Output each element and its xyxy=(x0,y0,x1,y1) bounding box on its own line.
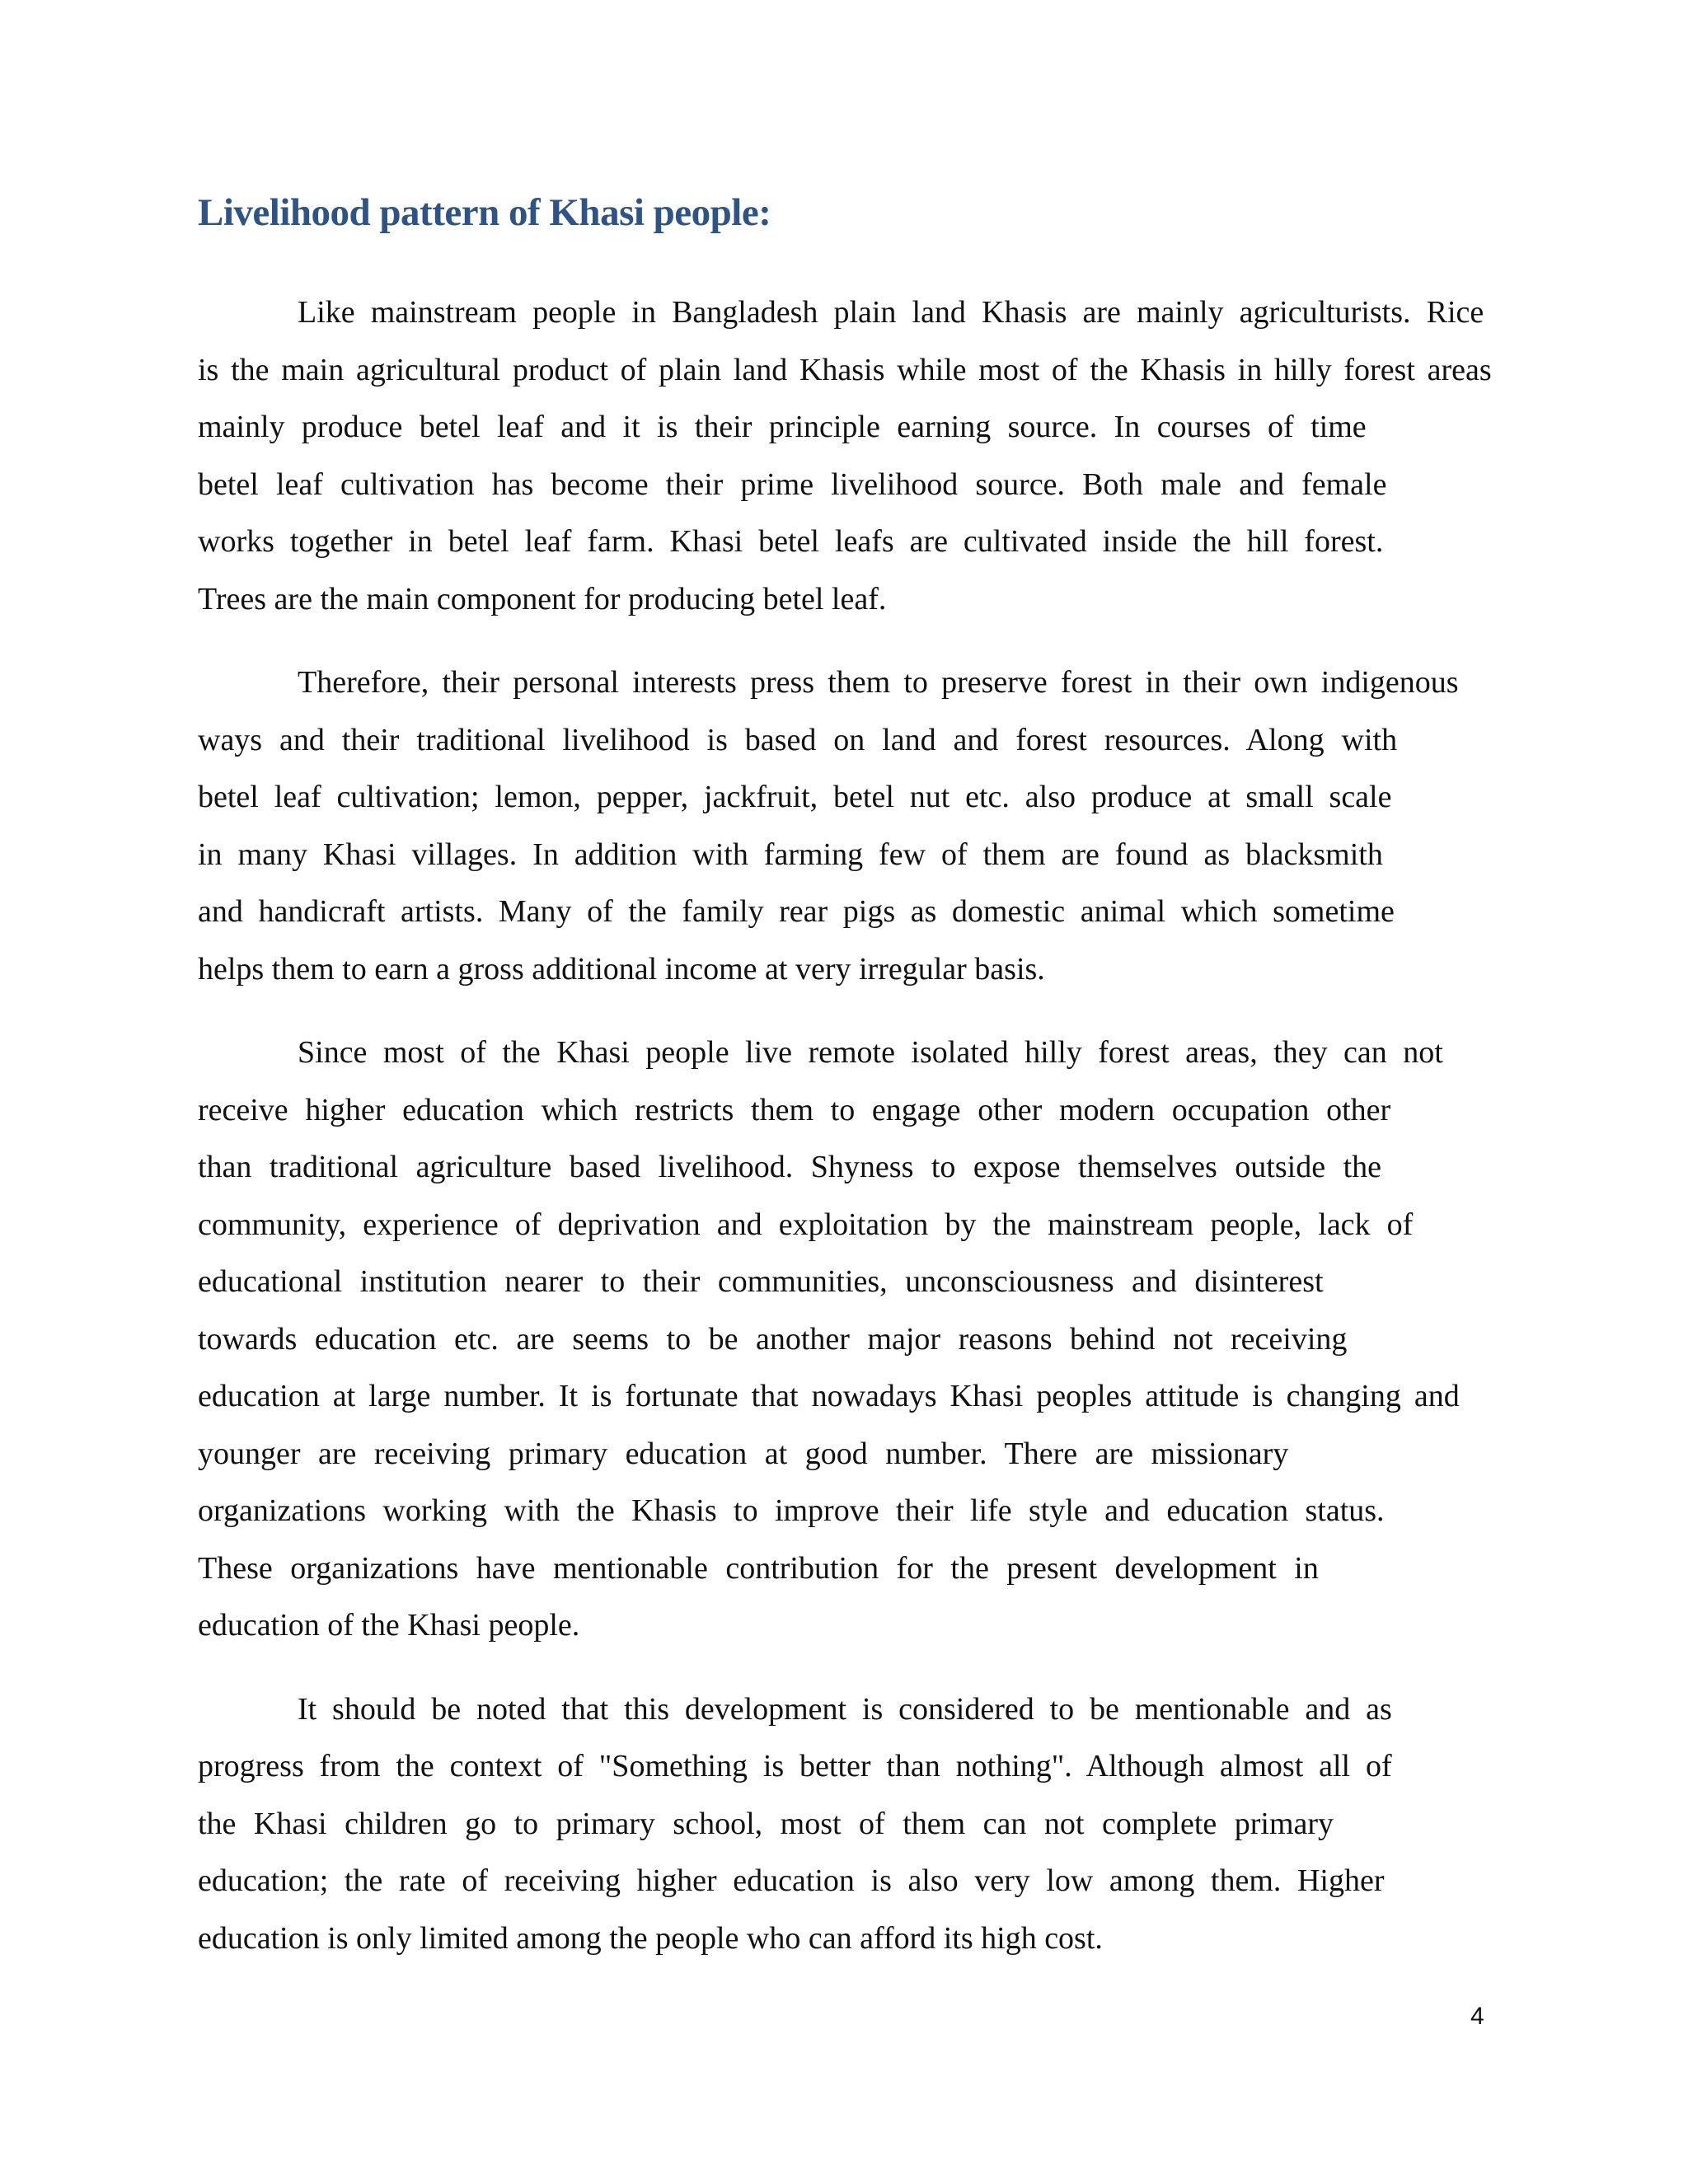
body-text xyxy=(198,284,1492,1994)
paragraph-line: and handicraft artists. Many of the family rear pigs as domestic animal which sometime xyxy=(198,894,1395,929)
paragraph-line: education at large number. It is fortunate that nowadays Khasi peoples attitude is changing and xyxy=(198,1379,1460,1413)
paragraph-line: ways and their traditional livelihood is based on land and forest resources. Along with xyxy=(198,722,1398,757)
paragraph-line: education; the rate of receiving higher education is also very low among them. Higher xyxy=(198,1863,1385,1898)
paragraph-line: younger are receiving primary education at good number. There are missionary xyxy=(198,1436,1289,1471)
paragraph-line: Trees are the main component for producing betel leaf. xyxy=(198,581,887,616)
paragraph-line: education is only limited among the people who can afford its high cost. xyxy=(198,1920,1103,1956)
paragraph-line: organizations working with the Khasis to improve their life style and education status. xyxy=(198,1493,1385,1528)
paragraph-line: Therefore, their personal interests press them to preserve forest in their own indigenous xyxy=(298,665,1459,700)
section-heading: Livelihood pattern of Khasi people: xyxy=(198,191,771,234)
paragraph-line: in many Khasi villages. In addition with farming few of them are found as blacksmith xyxy=(198,837,1383,872)
paragraph-line: helps them to earn a gross additional income at very irregular basis. xyxy=(198,951,1045,987)
paragraph-line: community, experience of deprivation and exploitation by the mainstream people, lack of xyxy=(198,1207,1414,1242)
paragraph-line: is the main agricultural product of plain land Khasis while most of the Khasis in hilly forest areas xyxy=(198,352,1492,387)
paragraph-line: betel leaf cultivation; lemon, pepper, jackfruit, betel nut etc. also produce at small scale xyxy=(198,780,1392,814)
paragraph-line: education of the Khasi people. xyxy=(198,1608,580,1643)
paragraph-line: These organizations have mentionable contribution for the present development in xyxy=(198,1550,1319,1586)
paragraph-line: than traditional agriculture based livelihood. Shyness to expose themselves outside the xyxy=(198,1150,1381,1184)
paragraph-line: Like mainstream people in Bangladesh plain land Khasis are mainly agriculturists. Rice xyxy=(298,295,1484,330)
paragraph xyxy=(198,1024,1492,1655)
paragraph-line: the Khasi children go to primary school, most of them can not complete primary xyxy=(198,1806,1334,1841)
paragraph-line: mainly produce betel leaf and it is their principle earning source. In courses of time xyxy=(198,410,1367,444)
paragraph-line: progress from the context of "Something is better than nothing". Although almost all of xyxy=(198,1749,1392,1783)
page-number: 4 xyxy=(1470,2003,1484,2030)
paragraph xyxy=(198,284,1492,628)
paragraph-line: betel leaf cultivation has become their prime livelihood source. Both male and female xyxy=(198,466,1387,502)
paragraph-line: Since most of the Khasi people live remote isolated hilly forest areas, they can not xyxy=(298,1035,1443,1070)
paragraph-line: works together in betel leaf farm. Khasi betel leafs are cultivated inside the hill forest. xyxy=(198,524,1384,559)
paragraph-line: It should be noted that this development is considered to be mentionable and as xyxy=(298,1691,1392,1727)
paragraph-line: towards education etc. are seems to be another major reasons behind not receiving xyxy=(198,1321,1348,1357)
paragraph xyxy=(198,1681,1492,1968)
paragraph-line: receive higher education which restricts them to engage other modern occupation other xyxy=(198,1092,1391,1127)
paragraph xyxy=(198,654,1492,998)
paragraph-line: educational institution nearer to their communities, unconsciousness and disinterest xyxy=(198,1264,1324,1299)
